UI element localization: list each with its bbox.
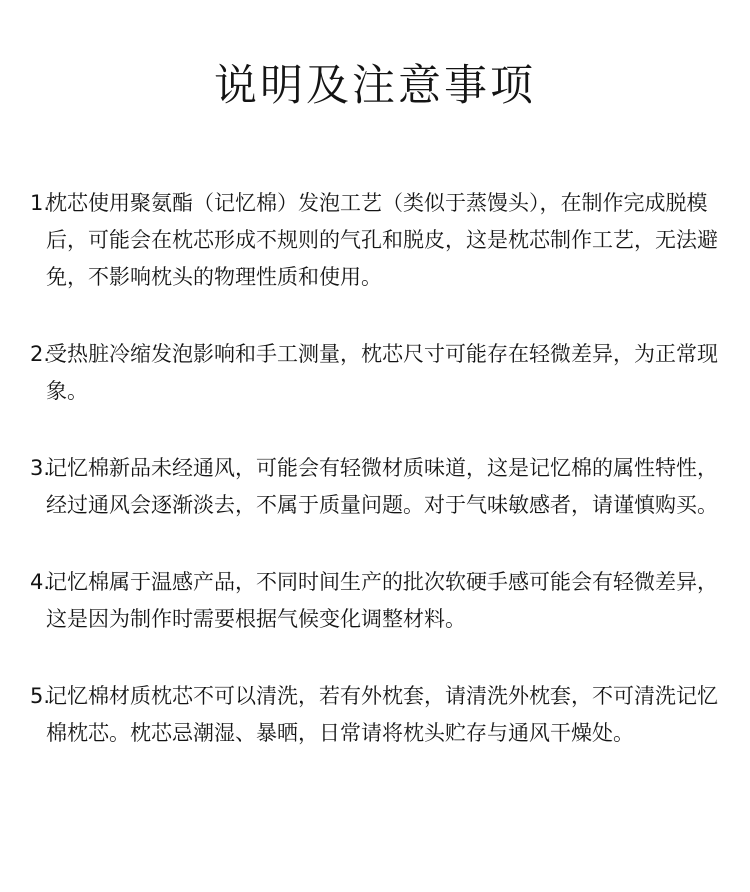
note-text: 枕芯使用聚氨酯（记忆棉）发泡工艺（类似于蒸馒头），在制作完成脱模后，可能会在枕芯形成不规则的气孔和脱皮，这是枕芯制作工艺，无法避免，不影响枕头的物理性质和使用。 bbox=[46, 191, 718, 289]
note-item-5 bbox=[0, 678, 750, 752]
note-number: 4. bbox=[30, 570, 51, 594]
note-item-1 bbox=[0, 185, 750, 296]
note-text: 记忆棉新品未经通风，可能会有轻微材质味道，这是记忆棉的属性特性，经过通风会逐渐淡去，不属于质量问题。对于气味敏感者，请谨慎购买。 bbox=[46, 456, 718, 517]
note-text: 记忆棉材质枕芯不可以清洗，若有外枕套，请清洗外枕套，不可清洗记忆棉枕芯。枕芯忌潮湿、暴晒，日常请将枕头贮存与通风干燥处。 bbox=[46, 684, 718, 745]
note-number: 1. bbox=[30, 191, 51, 215]
notes-list bbox=[0, 185, 750, 792]
note-item-4 bbox=[0, 564, 750, 638]
note-text: 记忆棉属于温感产品，不同时间生产的批次软硬手感可能会有轻微差异，这是因为制作时需要根据气候变化调整材料。 bbox=[46, 570, 718, 631]
note-number: 3. bbox=[30, 456, 51, 480]
note-text: 受热脏冷缩发泡影响和手工测量，枕芯尺寸可能存在轻微差异，为正常现象。 bbox=[46, 342, 718, 403]
note-item-2 bbox=[0, 336, 750, 410]
page-title: 说明及注意事项 bbox=[214, 61, 536, 111]
note-item-3 bbox=[0, 450, 750, 524]
note-number: 5. bbox=[30, 684, 51, 708]
note-number: 2. bbox=[30, 342, 51, 366]
